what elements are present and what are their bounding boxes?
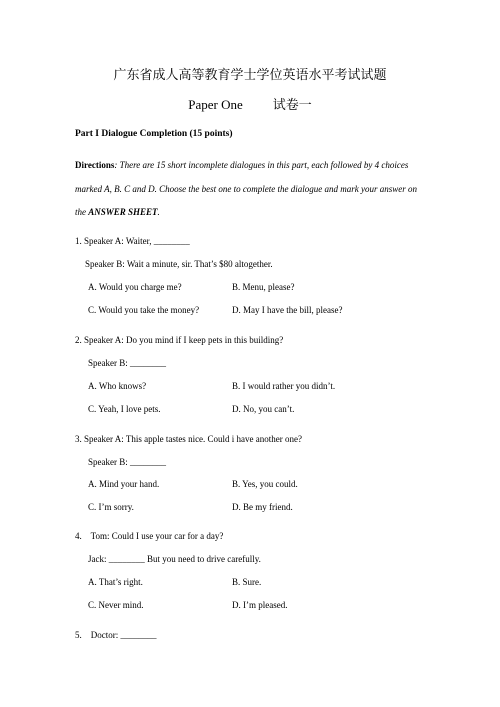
question-2-option-b: B. I would rather you didn’t.: [232, 381, 336, 391]
question-1-option-c: C. Would you take the money?: [88, 305, 200, 315]
directions-line-2: [75, 184, 425, 194]
question-4-option-c: C. Never mind.: [88, 600, 144, 610]
directions-text-2: marked A, B. C and D. Choose the best one to complete the dialogue and mark your answer on: [75, 184, 418, 194]
exam-title: 广东省成人高等教育学士学位英语水平考试试题: [113, 67, 387, 82]
question-4-option-d: D. I’m pleased.: [232, 600, 288, 610]
question-1-prompt: 1. Speaker A: Waiter, ________: [75, 236, 190, 246]
question-4-option-a: A. That’s right.: [88, 577, 143, 587]
question-1-option-d: D. May I have the bill, please?: [232, 305, 343, 315]
question-3-option-d: D. Be my friend.: [232, 502, 293, 512]
question-3-prompt: 3. Speaker A: This apple tastes nice. Could i have another one?: [75, 434, 303, 444]
question-4-option-b: B. Sure.: [232, 577, 262, 587]
paper-title-en: Paper One: [188, 97, 243, 112]
paper-subtitle: [0, 94, 500, 113]
answer-sheet-emphasis: ANSWER SHEET: [88, 207, 158, 217]
question-5-prompt: 5. Doctor: ________: [75, 630, 157, 640]
question-3-response: Speaker B: ________: [88, 457, 166, 467]
directions-text-3-pre: the: [75, 207, 89, 217]
question-2-option-a: A. Who knows?: [88, 381, 147, 391]
question-1-option-a: A. Would you charge me?: [88, 282, 182, 292]
question-2-option-c: C. Yeah, I love pets.: [88, 404, 161, 414]
question-2-option-d: D. No, you can’t.: [232, 404, 295, 414]
directions-line-1: [75, 160, 425, 170]
paper-title-cn: 试卷一: [272, 97, 312, 112]
question-3-option-b: B. Yes, you could.: [232, 479, 298, 489]
question-1-response: Speaker B: Wait a minute, sir. That’s $80 altogether.: [85, 259, 273, 269]
question-3-option-a: A. Mind your hand.: [88, 479, 160, 489]
directions-text-3-post: .: [157, 207, 160, 217]
question-3-option-c: C. I’m sorry.: [88, 502, 134, 512]
question-4-prompt: 4. Tom: Could I use your car for a day?: [75, 531, 224, 541]
directions-line-3: [75, 207, 425, 217]
section-heading: Part I Dialogue Completion (15 points): [75, 129, 233, 139]
question-4-response: Jack: ________ But you need to drive carefully.: [88, 554, 261, 564]
directions-label: Directions: [75, 160, 115, 170]
question-2-response: Speaker B: ________: [88, 358, 166, 368]
question-2-prompt: 2. Speaker A: Do you mind if I keep pets in this building?: [75, 335, 284, 345]
directions-text-1: : There are 15 short incomplete dialogues in this part, each followed by 4 choices: [114, 160, 409, 170]
question-1-option-b: B. Menu, please?: [232, 282, 295, 292]
